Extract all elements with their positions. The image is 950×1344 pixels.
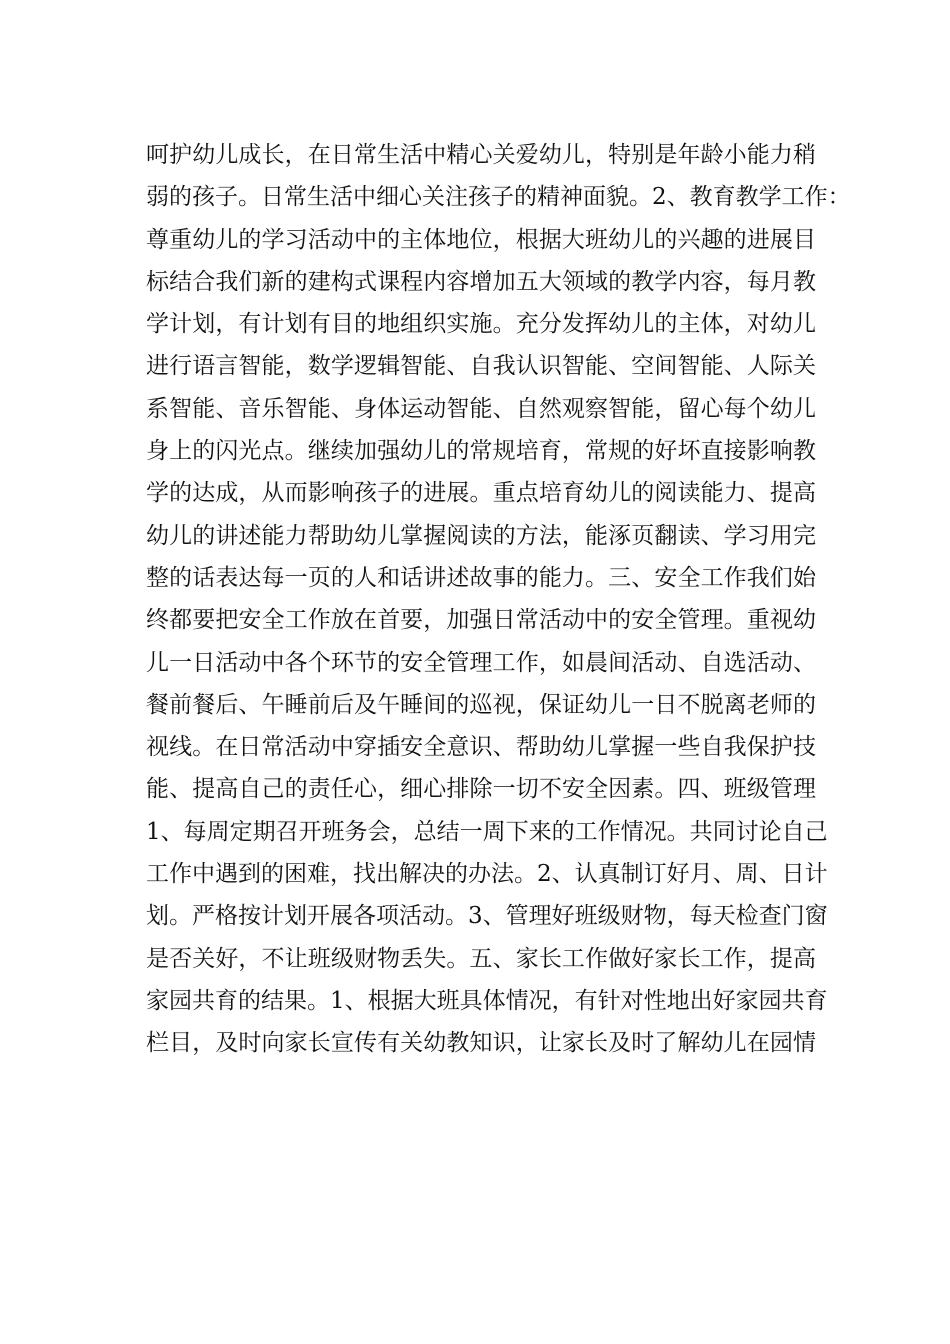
text-line: 儿一日活动中各个环节的安全管理工作，如晨间活动、自选活动、 bbox=[146, 649, 816, 676]
text-line: 工作中遇到的困难，找出解决的办法。2、认真制订好月、周、日计 bbox=[146, 861, 828, 888]
text-line: 学计划，有计划有目的地组织实施。充分发挥幼儿的主体，对幼儿 bbox=[146, 311, 816, 338]
body-text bbox=[146, 134, 851, 1065]
text-line: 学的达成，从而影响孩子的进展。重点培育幼儿的阅读能力、提高 bbox=[146, 480, 816, 507]
text-line: 幼儿的讲述能力帮助幼儿掌握阅读的方法，能涿页翻读、学习用完 bbox=[146, 522, 816, 549]
text-line: 呵护幼儿成长，在日常生活中精心关爱幼儿，特别是年龄小能力稍 bbox=[146, 142, 816, 168]
text-line: 是否关好，不让班级财物丢失。五、家长工作做好家长工作，提高 bbox=[146, 945, 816, 972]
text-line: 视线。在日常活动中穿插安全意识、帮助幼儿掌握一些自我保护技 bbox=[146, 734, 816, 761]
text-line: 尊重幼儿的学习活动中的主体地位，根据大班幼儿的兴趣的进展目 bbox=[146, 226, 816, 253]
text-line: 整的话表达每一页的人和话讲述故事的能力。三、安全工作我们始 bbox=[146, 564, 816, 591]
text-line: 划。严格按计划开展各项活动。3、管理好班级财物，每天检查门窗 bbox=[146, 903, 828, 930]
text-line: 弱的孩子。日常生活中细心关注孩子的精神面貌。2、教育教学工作： bbox=[146, 184, 851, 211]
text-line: 能、提高自己的责任心，细心排除一切不安全因素。四、班级管理 bbox=[146, 776, 816, 803]
text-line: 身上的闪光点。继续加强幼儿的常规培育，常规的好坏直接影响教 bbox=[146, 438, 816, 465]
text-line: 餐前餐后、午睡前后及午睡间的巡视，保证幼儿一日不脱离老师的 bbox=[146, 691, 816, 718]
text-line: 家园共育的结果。1、根据大班具体情况，有针对性地出好家园共育 bbox=[146, 987, 828, 1014]
text-line: 栏目，及时向家长宣传有关幼教知识，让家长及时了解幼儿在园情 bbox=[146, 1030, 816, 1057]
text-line: 1、每周定期召开班务会，总结一周下来的工作情况。共同讨论自己 bbox=[146, 818, 828, 845]
text-line: 系智能、音乐智能、身体运动智能、自然观察智能，留心每个幼儿 bbox=[146, 395, 816, 422]
text-line: 标结合我们新的建构式课程内容增加五大领域的教学内容，每月教 bbox=[146, 268, 816, 295]
text-line: 终都要把安全工作放在首要，加强日常活动中的安全管理。重视幼 bbox=[146, 607, 816, 634]
text-line: 进行语言智能，数学逻辑智能、自我认识智能、空间智能、人际关 bbox=[146, 353, 816, 380]
